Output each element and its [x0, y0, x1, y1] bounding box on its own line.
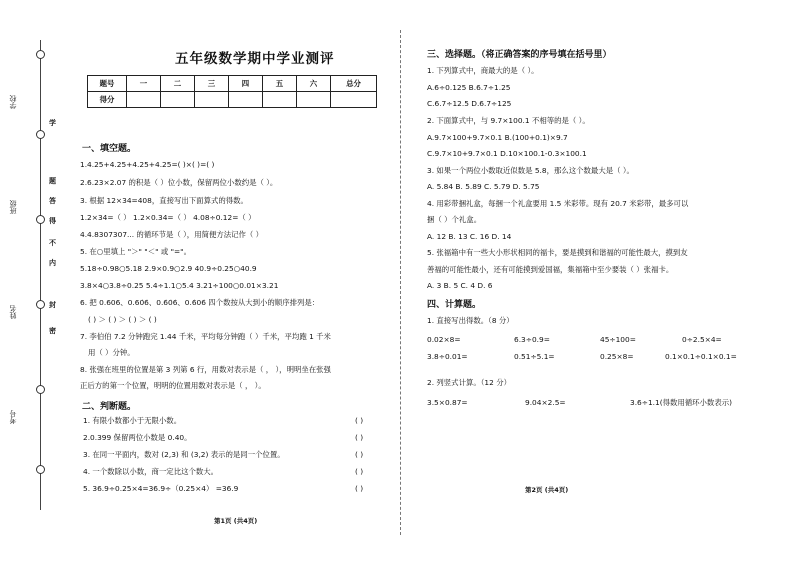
section-heading-calc: 四、计算题。	[427, 300, 482, 310]
calc-item: 3.6÷1.1(得数用循环小数表示)	[630, 398, 732, 407]
answer-bracket[interactable]: ( )	[355, 484, 364, 493]
judge-item: 5. 36.9÷0.25×4=36.9÷（0.25×4） =36.9	[83, 484, 239, 493]
answer-bracket[interactable]: ( )	[355, 450, 364, 459]
judge-item: 3. 在同一平面内，数对 (2,3) 和 (3,2) 表示的是同一个位置。	[83, 450, 285, 459]
score-table-header-cell: 总分	[331, 76, 377, 92]
choice-options: A. 3 B. 5 C. 4 D. 6	[427, 281, 493, 290]
judge-item: 1. 有限小数都小于无限小数。	[83, 416, 182, 425]
score-table-header-cell: 四	[229, 76, 263, 92]
score-table-header-cell: 六	[297, 76, 331, 92]
binding-line	[40, 40, 41, 510]
page-title: 五年级数学期中学业测评	[175, 51, 335, 67]
question-line: ( ) ＞ ( ) ＞ ( ) ＞ ( )	[88, 315, 157, 324]
page-divider	[400, 30, 401, 535]
score-cell[interactable]	[297, 92, 331, 108]
binding-hole	[36, 465, 45, 474]
binding-hole	[36, 300, 45, 309]
field-label-exam-number: 考号	[9, 410, 17, 424]
score-table-header-cell: 题号	[88, 76, 127, 92]
question-line: 4.4.8307307... 的循环节是（ ），用简便方法记作（ ）	[80, 230, 264, 239]
choice-options: A. 5.84 B. 5.89 C. 5.79 D. 5.75	[427, 182, 540, 191]
calc-item: 0÷2.5×4=	[682, 335, 722, 344]
sub-question: 1. 直接写出得数。（8 分）	[427, 316, 514, 325]
calc-item: 45÷100=	[600, 335, 636, 344]
binding-mark: 不	[49, 239, 56, 247]
question-line: 善福的可能性最小，还有可能摸到爱国福，集福箱中至少要装（ ）张福卡。	[427, 265, 674, 274]
question-line: 3.8×4○3.8÷0.25 5.4÷1.1○5.4 3.21÷100○0.01×3.21	[80, 281, 279, 290]
sub-question: 2. 列竖式计算。（12 分）	[427, 378, 511, 387]
score-cell[interactable]	[161, 92, 195, 108]
calc-item: 3.8÷0.01=	[427, 352, 468, 361]
score-table-header-row	[88, 76, 377, 92]
question-line: 8. 张强在班里的位置是第 3 列第 6 行，用数对表示是（ ， ），明明坐在张强	[80, 365, 331, 374]
question-line: 6. 把 0.606、0.60̇6̇、0.6̇0̇6̇、0.6̇06̇ 四个数按从大到小的顺序排列是：	[80, 298, 320, 307]
binding-mark: 内	[49, 259, 56, 267]
judge-item: 2.0.399 保留两位小数是 0.40。	[83, 433, 192, 442]
question-line: 7. 李伯伯 7.2 分钟跑完 1.44 千米，平均每分钟跑（ ）千米，平均跑 1 千米	[80, 332, 331, 341]
score-table-header-cell: 二	[161, 76, 195, 92]
question-line: 3. 如果一个两位小数取近似数是 5.8，那么这个数最大是（ ）。	[427, 166, 634, 175]
question-line: 1.4.25+4.25+4.25+4.25=( )×( )=( )	[80, 160, 215, 169]
score-row-label: 得分	[88, 92, 127, 108]
field-label-class: 班级	[9, 200, 17, 214]
question-line: 2. 下面算式中，与 9.7×100.1 不相等的是（ ）。	[427, 116, 590, 125]
binding-mark: 得	[49, 217, 56, 225]
section-heading-fill-blank: 一、填空题。	[82, 144, 137, 154]
calc-item: 0.1×0.1÷0.1×0.1=	[665, 352, 737, 361]
page-footer: 第2页 (共4页)	[525, 486, 569, 494]
score-cell[interactable]	[229, 92, 263, 108]
score-cell[interactable]	[331, 92, 377, 108]
question-line: 用（ ）分钟。	[88, 348, 135, 357]
binding-hole	[36, 385, 45, 394]
answer-bracket[interactable]: ( )	[355, 433, 364, 442]
binding-mark: 密	[49, 327, 56, 335]
calc-item: 3.5×0.87=	[427, 398, 468, 407]
answer-bracket[interactable]: ( )	[355, 416, 364, 425]
binding-strip	[0, 0, 62, 561]
score-cell[interactable]	[127, 92, 161, 108]
question-line: 4. 用彩带捆礼盒，每捆一个礼盒要用 1.5 米彩带。现有 20.7 米彩带，最多可以	[427, 199, 689, 208]
score-cell[interactable]	[263, 92, 297, 108]
score-table	[87, 75, 377, 108]
question-line: 1. 下列算式中，商最大的是（ ）。	[427, 66, 539, 75]
calc-item: 9.04×2.5=	[525, 398, 566, 407]
question-line: 捆（ ）个礼盒。	[427, 215, 482, 224]
binding-mark: 封	[49, 301, 56, 309]
question-line: 5.18÷0.98○5.18 2.9×0.9○2.9 40.9÷0.25○40.9	[80, 264, 257, 273]
field-label-school: 学校	[9, 95, 17, 109]
choice-options: A.6÷0.125 B.6.7÷1.25	[427, 83, 511, 92]
score-table-score-row	[88, 92, 377, 108]
choice-options: C.6.7÷12.5 D.6.7÷125	[427, 99, 512, 108]
page-footer: 第1页 (共4页)	[214, 517, 258, 525]
question-line: 2.6.23×2.07 的积是（ ）位小数，保留两位小数约是（ ）。	[80, 178, 278, 187]
binding-hole	[36, 215, 45, 224]
question-line: 1.2×34=（ ） 1.2×0.34=（ ） 4.08÷0.12=（ ）	[80, 213, 256, 222]
calc-item: 0.02×8=	[427, 335, 461, 344]
score-table-header-cell: 五	[263, 76, 297, 92]
section-heading-choice: 三、选择题。（将正确答案的序号填在括号里）	[427, 50, 612, 60]
question-line: 5. 张福箱中有一些大小形状相同的福卡，要是摸到和谐福的可能性最大，摸到友	[427, 248, 688, 257]
question-line: 3. 根据 12×34=408，直接写出下面算式的得数。	[80, 196, 248, 205]
question-line: 正后方的第一个位置，明明的位置用数对表示是（ ， ）。	[80, 381, 266, 390]
score-cell[interactable]	[195, 92, 229, 108]
calc-item: 0.25×8=	[600, 352, 634, 361]
score-table-header-cell: 一	[127, 76, 161, 92]
binding-mark: 题	[49, 177, 56, 185]
score-table-header-cell: 三	[195, 76, 229, 92]
calc-item: 0.51÷5.1=	[514, 352, 555, 361]
binding-mark: 答	[49, 197, 56, 205]
judge-item: 4. 一个数除以小数，商一定比这个数大。	[83, 467, 219, 476]
field-label-name: 姓名	[9, 305, 17, 319]
binding-mark: 学	[49, 119, 56, 127]
binding-hole	[36, 50, 45, 59]
choice-options: A.9.7×100+9.7×0.1 B.(100+0.1)×9.7	[427, 133, 568, 142]
answer-bracket[interactable]: ( )	[355, 467, 364, 476]
question-line: 5. 在○里填上 "＞" "＜" 或 "="。	[80, 247, 191, 256]
binding-hole	[36, 130, 45, 139]
calc-item: 6.3÷0.9=	[514, 335, 550, 344]
choice-options: A. 12 B. 13 C. 16 D. 14	[427, 232, 512, 241]
section-heading-judge: 二、判断题。	[82, 402, 137, 412]
choice-options: C.9.7×10+9.7×0.1 D.10×100.1-0.3×100.1	[427, 149, 587, 158]
